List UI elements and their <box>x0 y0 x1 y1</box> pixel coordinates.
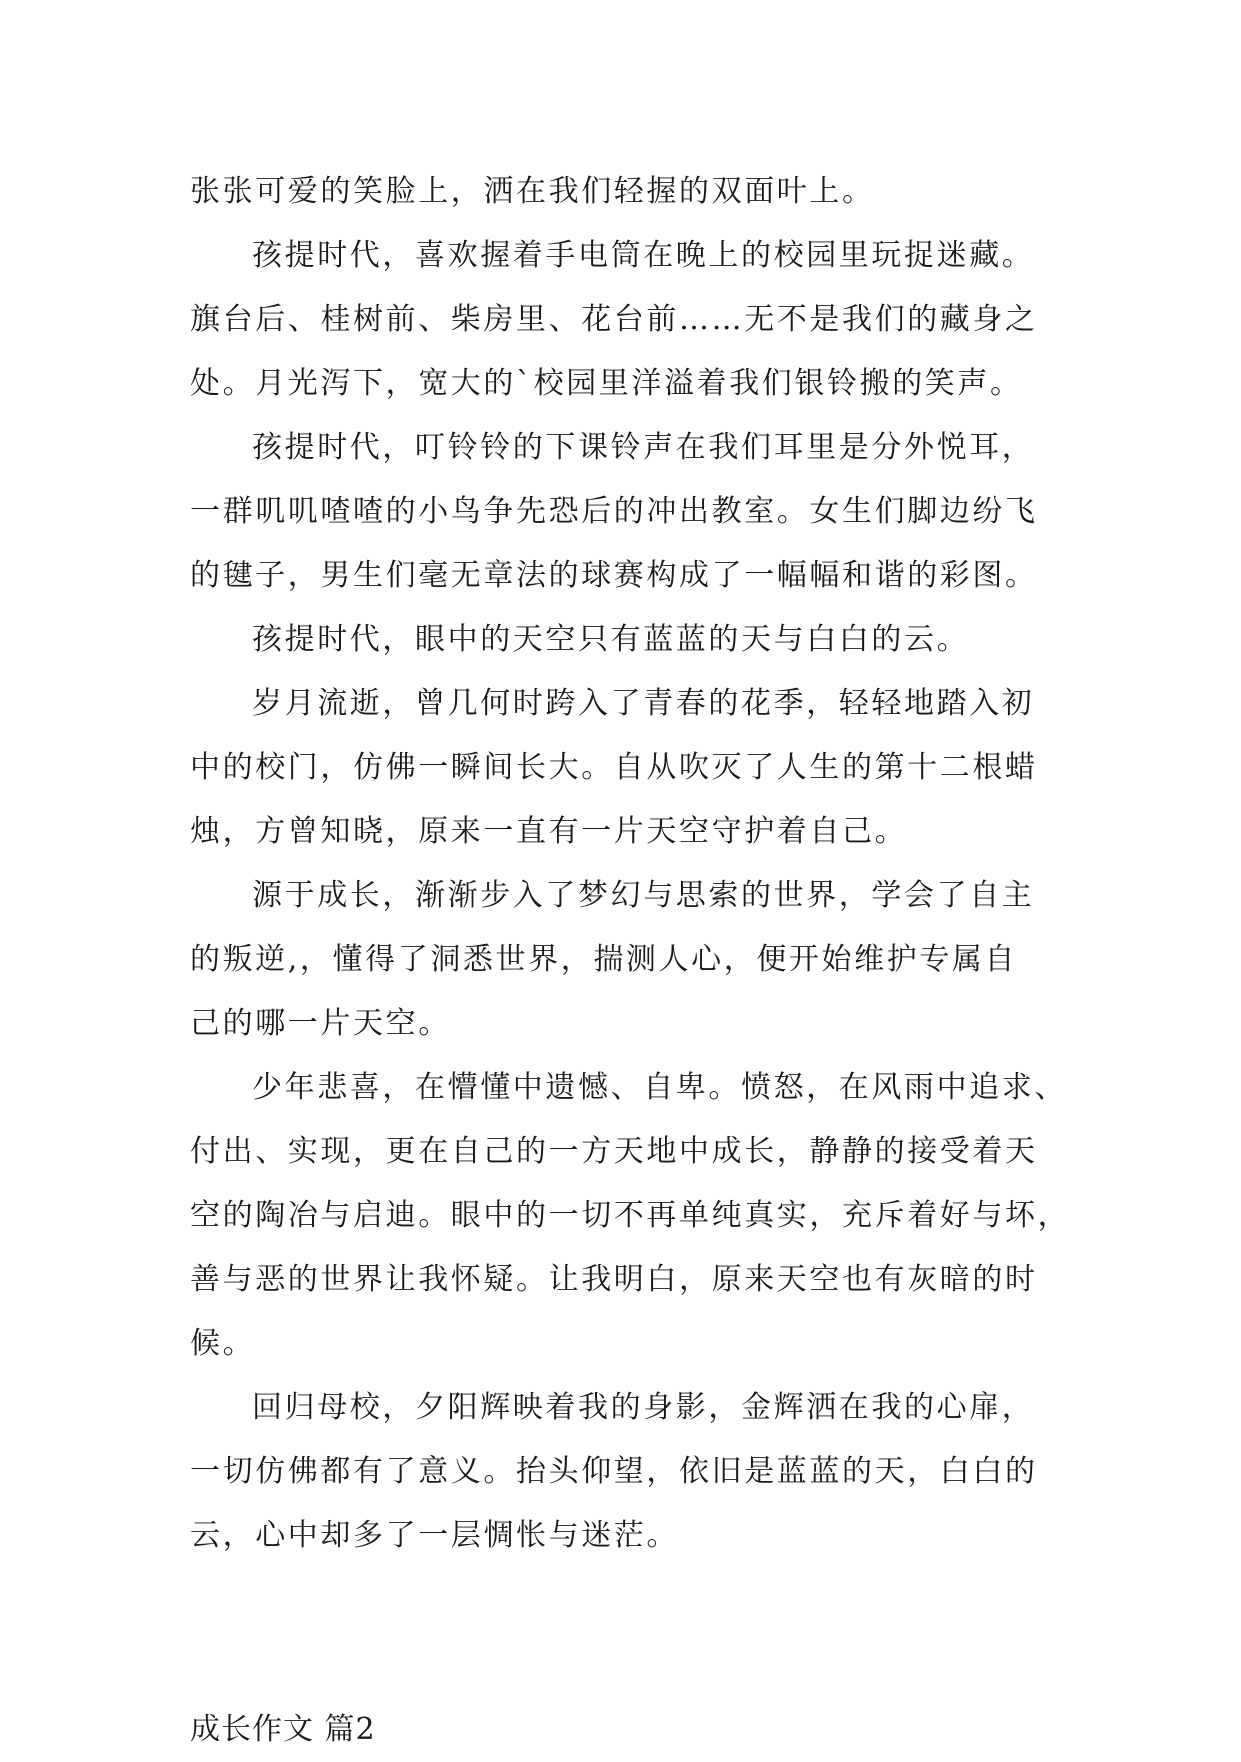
document-page <box>190 160 1071 1762</box>
section-spacer <box>190 1568 1060 1698</box>
paragraph <box>190 608 1060 672</box>
text-line: 源于成长，渐渐步入了梦幻与思索的世界，学会了自主 <box>252 878 1035 913</box>
text-line: 孩提时代，叮铃铃的下课铃声在我们耳里是分外悦耳， <box>252 430 1035 465</box>
text-line: 云，心中却多了一层惆怅与迷茫。 <box>190 1518 679 1553</box>
text-line: 烛，方曾知晓，原来一直有一片天空守护着自己。 <box>190 814 908 849</box>
text-line: 孩提时代，眼中的天空只有蓝蓝的天与白白的云。 <box>252 622 970 657</box>
text-line: 岁月流逝，曾几何时跨入了青春的花季，轻轻地踏入初 <box>252 686 1035 721</box>
paragraph <box>190 672 1060 864</box>
paragraph <box>190 864 1060 1056</box>
paragraph <box>190 224 1060 416</box>
text-line: 的毽子，男生们毫无章法的球赛构成了一幅幅和谐的彩图。 <box>190 558 1038 593</box>
text-line: 候。 <box>190 1326 256 1361</box>
text-line: 孩提时代，喜欢握着手电筒在晚上的校园里玩捉迷藏。 <box>252 238 1035 273</box>
text-line: 善与恶的世界让我怀疑。让我明白，原来天空也有灰暗的时 <box>190 1262 1038 1297</box>
paragraph <box>190 1056 1071 1376</box>
section-heading: 成长作文 篇2 <box>190 1712 376 1747</box>
text-line: 一切仿佛都有了意义。抬头仰望，依旧是蓝蓝的天，白白的 <box>190 1454 1038 1489</box>
text-line: 少年悲喜，在懵懂中遗憾、自卑。愤怒，在风雨中追求、 <box>252 1070 1067 1105</box>
text-line: 中的校门，仿佛一瞬间长大。自从吹灭了人生的第十二根蜡 <box>190 750 1038 785</box>
text-line: 处。月光泻下，宽大的`校园里洋溢着我们银铃搬的笑声。 <box>190 366 1023 401</box>
paragraph <box>190 160 1060 224</box>
text-line: 张张可爱的笑脸上，洒在我们轻握的双面叶上。 <box>190 174 875 209</box>
text-line: 空的陶冶与启迪。眼中的一切不再单纯真实，充斥着好与坏， <box>190 1198 1071 1233</box>
text-line: 付出、实现，更在自己的一方天地中成长，静静的接受着天 <box>190 1134 1038 1169</box>
text-line: 一群叽叽喳喳的小鸟争先恐后的冲出教室。女生们脚边纷飞 <box>190 494 1038 529</box>
text-line: 旗台后、桂树前、柴房里、花台前……无不是我们的藏身之 <box>190 302 1038 337</box>
paragraph <box>190 1376 1060 1568</box>
text-line: 的叛逆,，懂得了洞悉世界，揣测人心，便开始维护专属自 <box>190 942 1018 977</box>
paragraph <box>190 416 1060 608</box>
text-line: 回归母校，夕阳辉映着我的身影，金辉洒在我的心扉， <box>252 1390 1035 1425</box>
text-line: 己的哪一片天空。 <box>190 1006 451 1041</box>
